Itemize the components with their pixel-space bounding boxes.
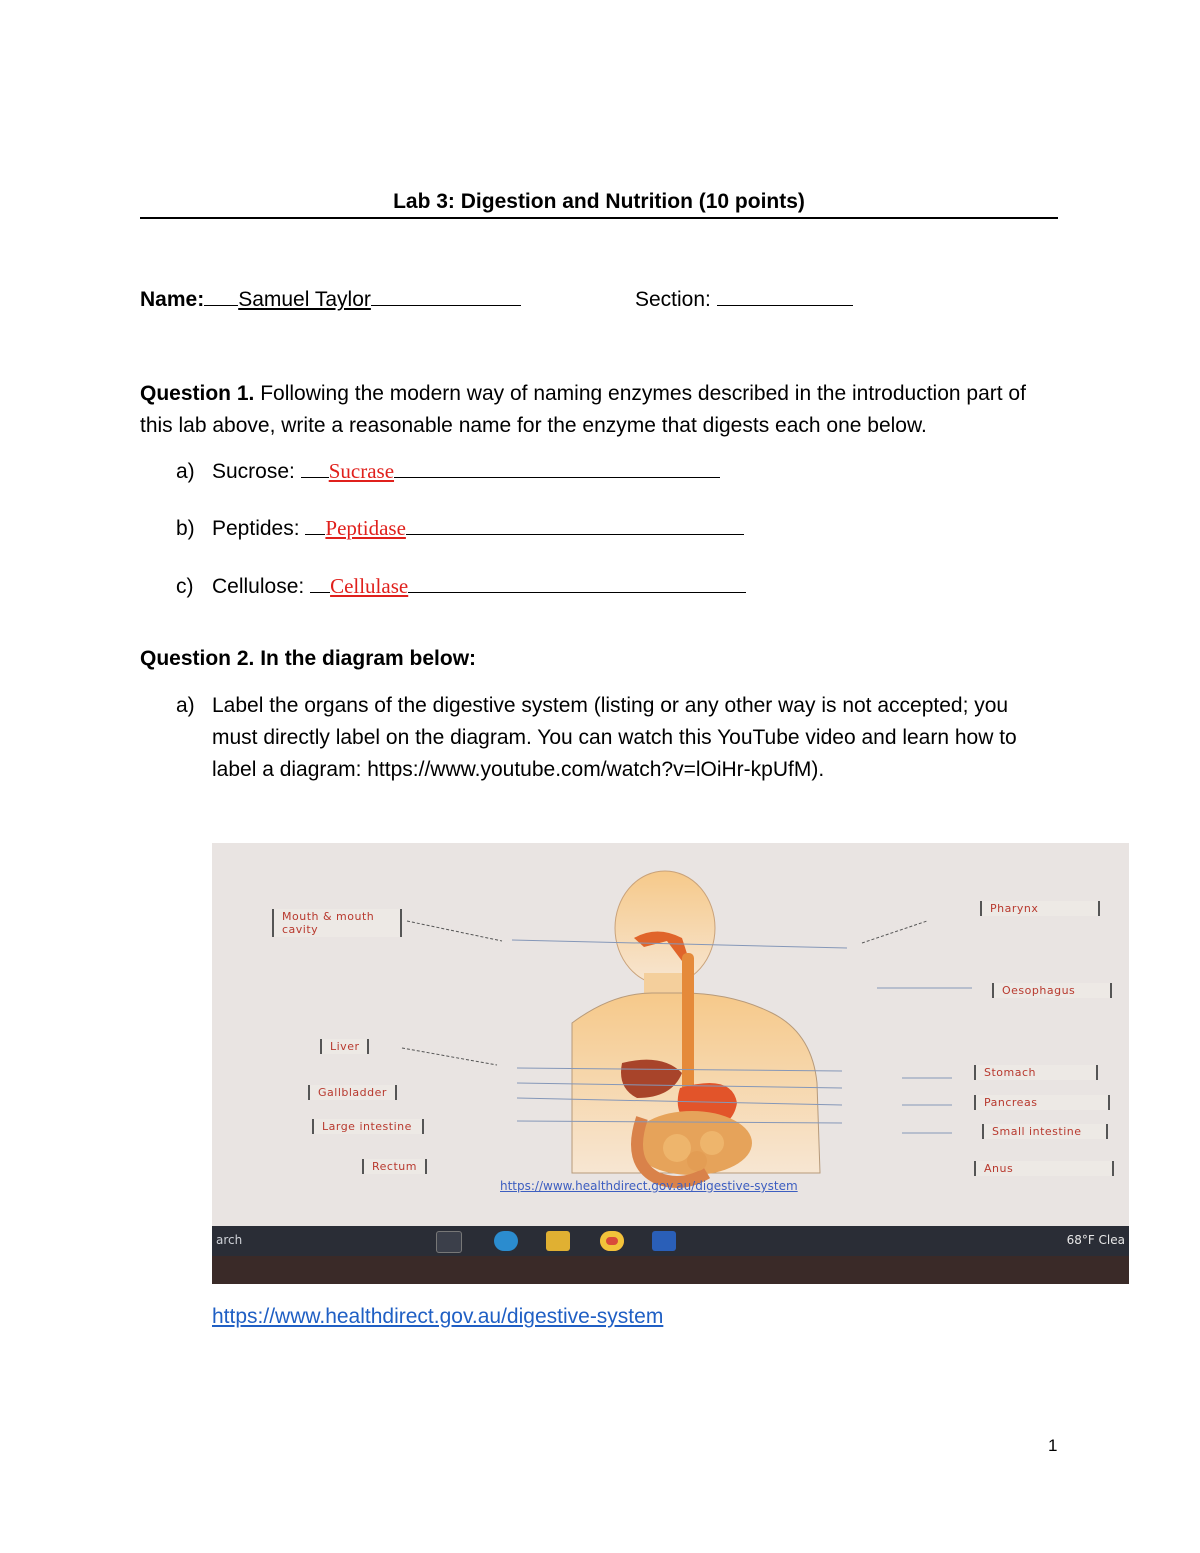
diagram-label-mouth: Mouth & mouth cavity <box>272 909 402 937</box>
taskbar <box>212 1226 1129 1256</box>
q1-item-c-label: Cellulose: <box>212 575 311 598</box>
title-divider <box>140 217 1058 219</box>
q1-item-b <box>176 516 744 541</box>
q2-item-a-line3: label a diagram: https://www.youtube.com/watch?v=lOiHr-kpUfM). <box>212 758 825 781</box>
q2-item-a-line2: must directly label on the diagram. You can watch this YouTube video and learn how to <box>212 726 1017 749</box>
q1-item-b-answer[interactable]: Peptidase <box>325 516 406 540</box>
q1-item-c-answer[interactable]: Cellulase <box>330 574 409 598</box>
q1-item-c-blank-left <box>310 592 330 593</box>
photo-bottom-edge <box>212 1256 1129 1284</box>
q1-item-a-label: Sucrose: <box>212 460 301 483</box>
reference-link[interactable]: https://www.healthdirect.gov.au/digestive-system <box>212 1305 664 1328</box>
q2-heading: Question 2. <box>140 647 255 670</box>
diagram-label-oesophagus: Oesophagus <box>992 983 1112 998</box>
q1-item-a-answer[interactable]: Sucrase <box>328 459 395 483</box>
diagram-label-pancreas: Pancreas <box>974 1095 1110 1110</box>
name-blank-right <box>371 305 521 306</box>
q1-item-a <box>176 459 720 484</box>
q1-item-a-marker: a) <box>176 460 195 483</box>
q2-heading-rest: In the diagram below: <box>254 647 477 670</box>
taskbar-search-text: arch <box>216 1233 243 1247</box>
question-1 <box>140 378 1070 442</box>
q1-item-a-blank-right <box>394 477 720 478</box>
q1-item-b-marker: b) <box>176 517 195 540</box>
section-blank[interactable] <box>717 305 853 306</box>
question-2-heading <box>140 647 476 671</box>
q1-item-c-blank-right <box>408 592 746 593</box>
section-label: Section: <box>635 288 711 311</box>
diagram-label-large-intestine: Large intestine <box>312 1119 424 1134</box>
file-explorer-icon <box>546 1231 570 1251</box>
section-line <box>635 288 853 312</box>
digestive-diagram-photo <box>212 843 1129 1284</box>
task-view-icon <box>436 1231 462 1253</box>
q1-item-c-marker: c) <box>176 575 194 598</box>
diagram-label-stomach: Stomach <box>974 1065 1098 1080</box>
diagram-label-gallbladder: Gallbladder <box>308 1085 397 1100</box>
q1-text-line2: this lab above, write a reasonable name for the enzyme that digests each one below. <box>140 414 927 437</box>
chrome-icon <box>600 1231 624 1251</box>
name-blank-left <box>204 305 238 306</box>
q2-item-a-line1: Label the organs of the digestive system (listing or any other way is not accepted; you <box>212 694 1009 717</box>
edge-icon <box>494 1231 518 1251</box>
q1-item-b-blank-right <box>406 534 744 535</box>
q1-item-a-blank-left <box>301 477 329 478</box>
diagram-label-anus: Anus <box>974 1161 1114 1176</box>
name-label: Name: <box>140 288 205 311</box>
q1-item-b-label: Peptides: <box>212 517 306 540</box>
diagram-label-pharynx: Pharynx <box>980 901 1100 916</box>
q1-item-b-blank-left <box>305 534 325 535</box>
name-value[interactable]: Samuel Taylor <box>238 288 371 311</box>
q1-text-line1: Following the modern way of naming enzymes described in the introduction part of <box>254 382 1026 405</box>
q2-item-a-marker: a) <box>176 694 195 717</box>
diagram-label-small-intestine: Small intestine <box>982 1124 1108 1139</box>
taskbar-weather: 68°F Clea <box>1066 1233 1125 1247</box>
name-line <box>140 288 521 312</box>
diagram-label-liver: Liver <box>320 1039 369 1054</box>
q1-heading: Question 1. <box>140 382 255 405</box>
page-number: 1 <box>1048 1436 1058 1455</box>
page-title: Lab 3: Digestion and Nutrition (10 points) <box>393 190 805 213</box>
q1-item-c <box>176 574 746 599</box>
diagram-label-rectum: Rectum <box>362 1159 427 1174</box>
word-icon <box>652 1231 676 1251</box>
photo-source-link: https://www.healthdirect.gov.au/digestive-system <box>500 1179 798 1193</box>
